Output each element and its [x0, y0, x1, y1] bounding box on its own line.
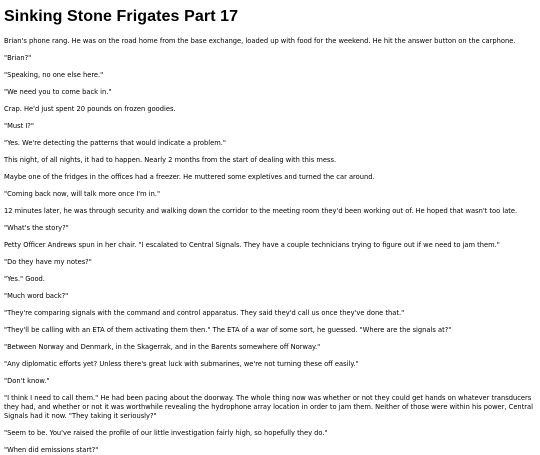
article-body — [4, 37, 536, 455]
paragraph: "Speaking, no one else here." — [4, 71, 104, 79]
paragraph: "When did emissions start?" — [4, 446, 99, 454]
paragraph: Brian's phone rang. He was on the road home from the base exchange, loaded up with food for the weekend. He hit the answer button on the carphone. — [4, 37, 516, 45]
paragraph: "Between Norway and Denmark, in the Skagerrak, and in the Barents somewhere off Norway." — [4, 343, 321, 351]
paragraph: "Coming back now, will talk more once I'm in." — [4, 190, 161, 198]
paragraph: "Yes." Good. — [4, 275, 45, 283]
paragraph: "We need you to come back in." — [4, 88, 112, 96]
paragraph: "Don't know." — [4, 377, 50, 385]
paragraph: "I think I need to call them." He had been pacing about the doorway. The whole thing now was whether or not they could get hands on whatever transducers they had, and whether or not it was worthwhile revealing the hydrophone array location in order to jam them. Neither of those were within his power, Central Signals had it now. "They taking it seriously?" — [4, 394, 534, 420]
paragraph: "They're comparing signals with the command and control apparatus. They said they'd call us once they've done that." — [4, 309, 405, 317]
paragraph: "Brian?" — [4, 54, 32, 62]
paragraph: "Do they have my notes?" — [4, 258, 92, 266]
paragraph: 12 minutes later, he was through security and walking down the corridor to the meeting room they'd been working out of. He hoped that wasn't too late. — [4, 207, 518, 215]
paragraph: Crap. He'd just spent 20 pounds on frozen goodies. — [4, 105, 176, 113]
paragraph: "They'll be calling with an ETA of them activating them then." The ETA of a war of some sort, he guessed. "Where are the signals at?" — [4, 326, 452, 334]
paragraph: "Seem to be. You've raised the profile of our little investigation fairly high, so hopefully they do." — [4, 429, 328, 437]
paragraph: "What's the story?" — [4, 224, 69, 232]
paragraph: Maybe one of the fridges in the offices had a freezer. He muttered some expletives and turned the car around. — [4, 173, 375, 181]
paragraph: "Any diplomatic efforts yet? Unless there's great luck with submarines, we're not turning these off easily." — [4, 360, 359, 368]
paragraph: This night, of all nights, it had to happen. Nearly 2 months from the start of dealing with this mess. — [4, 156, 337, 164]
paragraph: "Much word back?" — [4, 292, 69, 300]
paragraph: Petty Officer Andrews spun in her chair. "I escalated to Central Signals. They have a couple technicians trying to figure out if we need to jam them." — [4, 241, 500, 249]
paragraph: "Must I?" — [4, 122, 34, 130]
page-title: Sinking Stone Frigates Part 17 — [4, 8, 239, 25]
paragraph: "Yes. We're detecting the patterns that would indicate a problem." — [4, 139, 226, 147]
